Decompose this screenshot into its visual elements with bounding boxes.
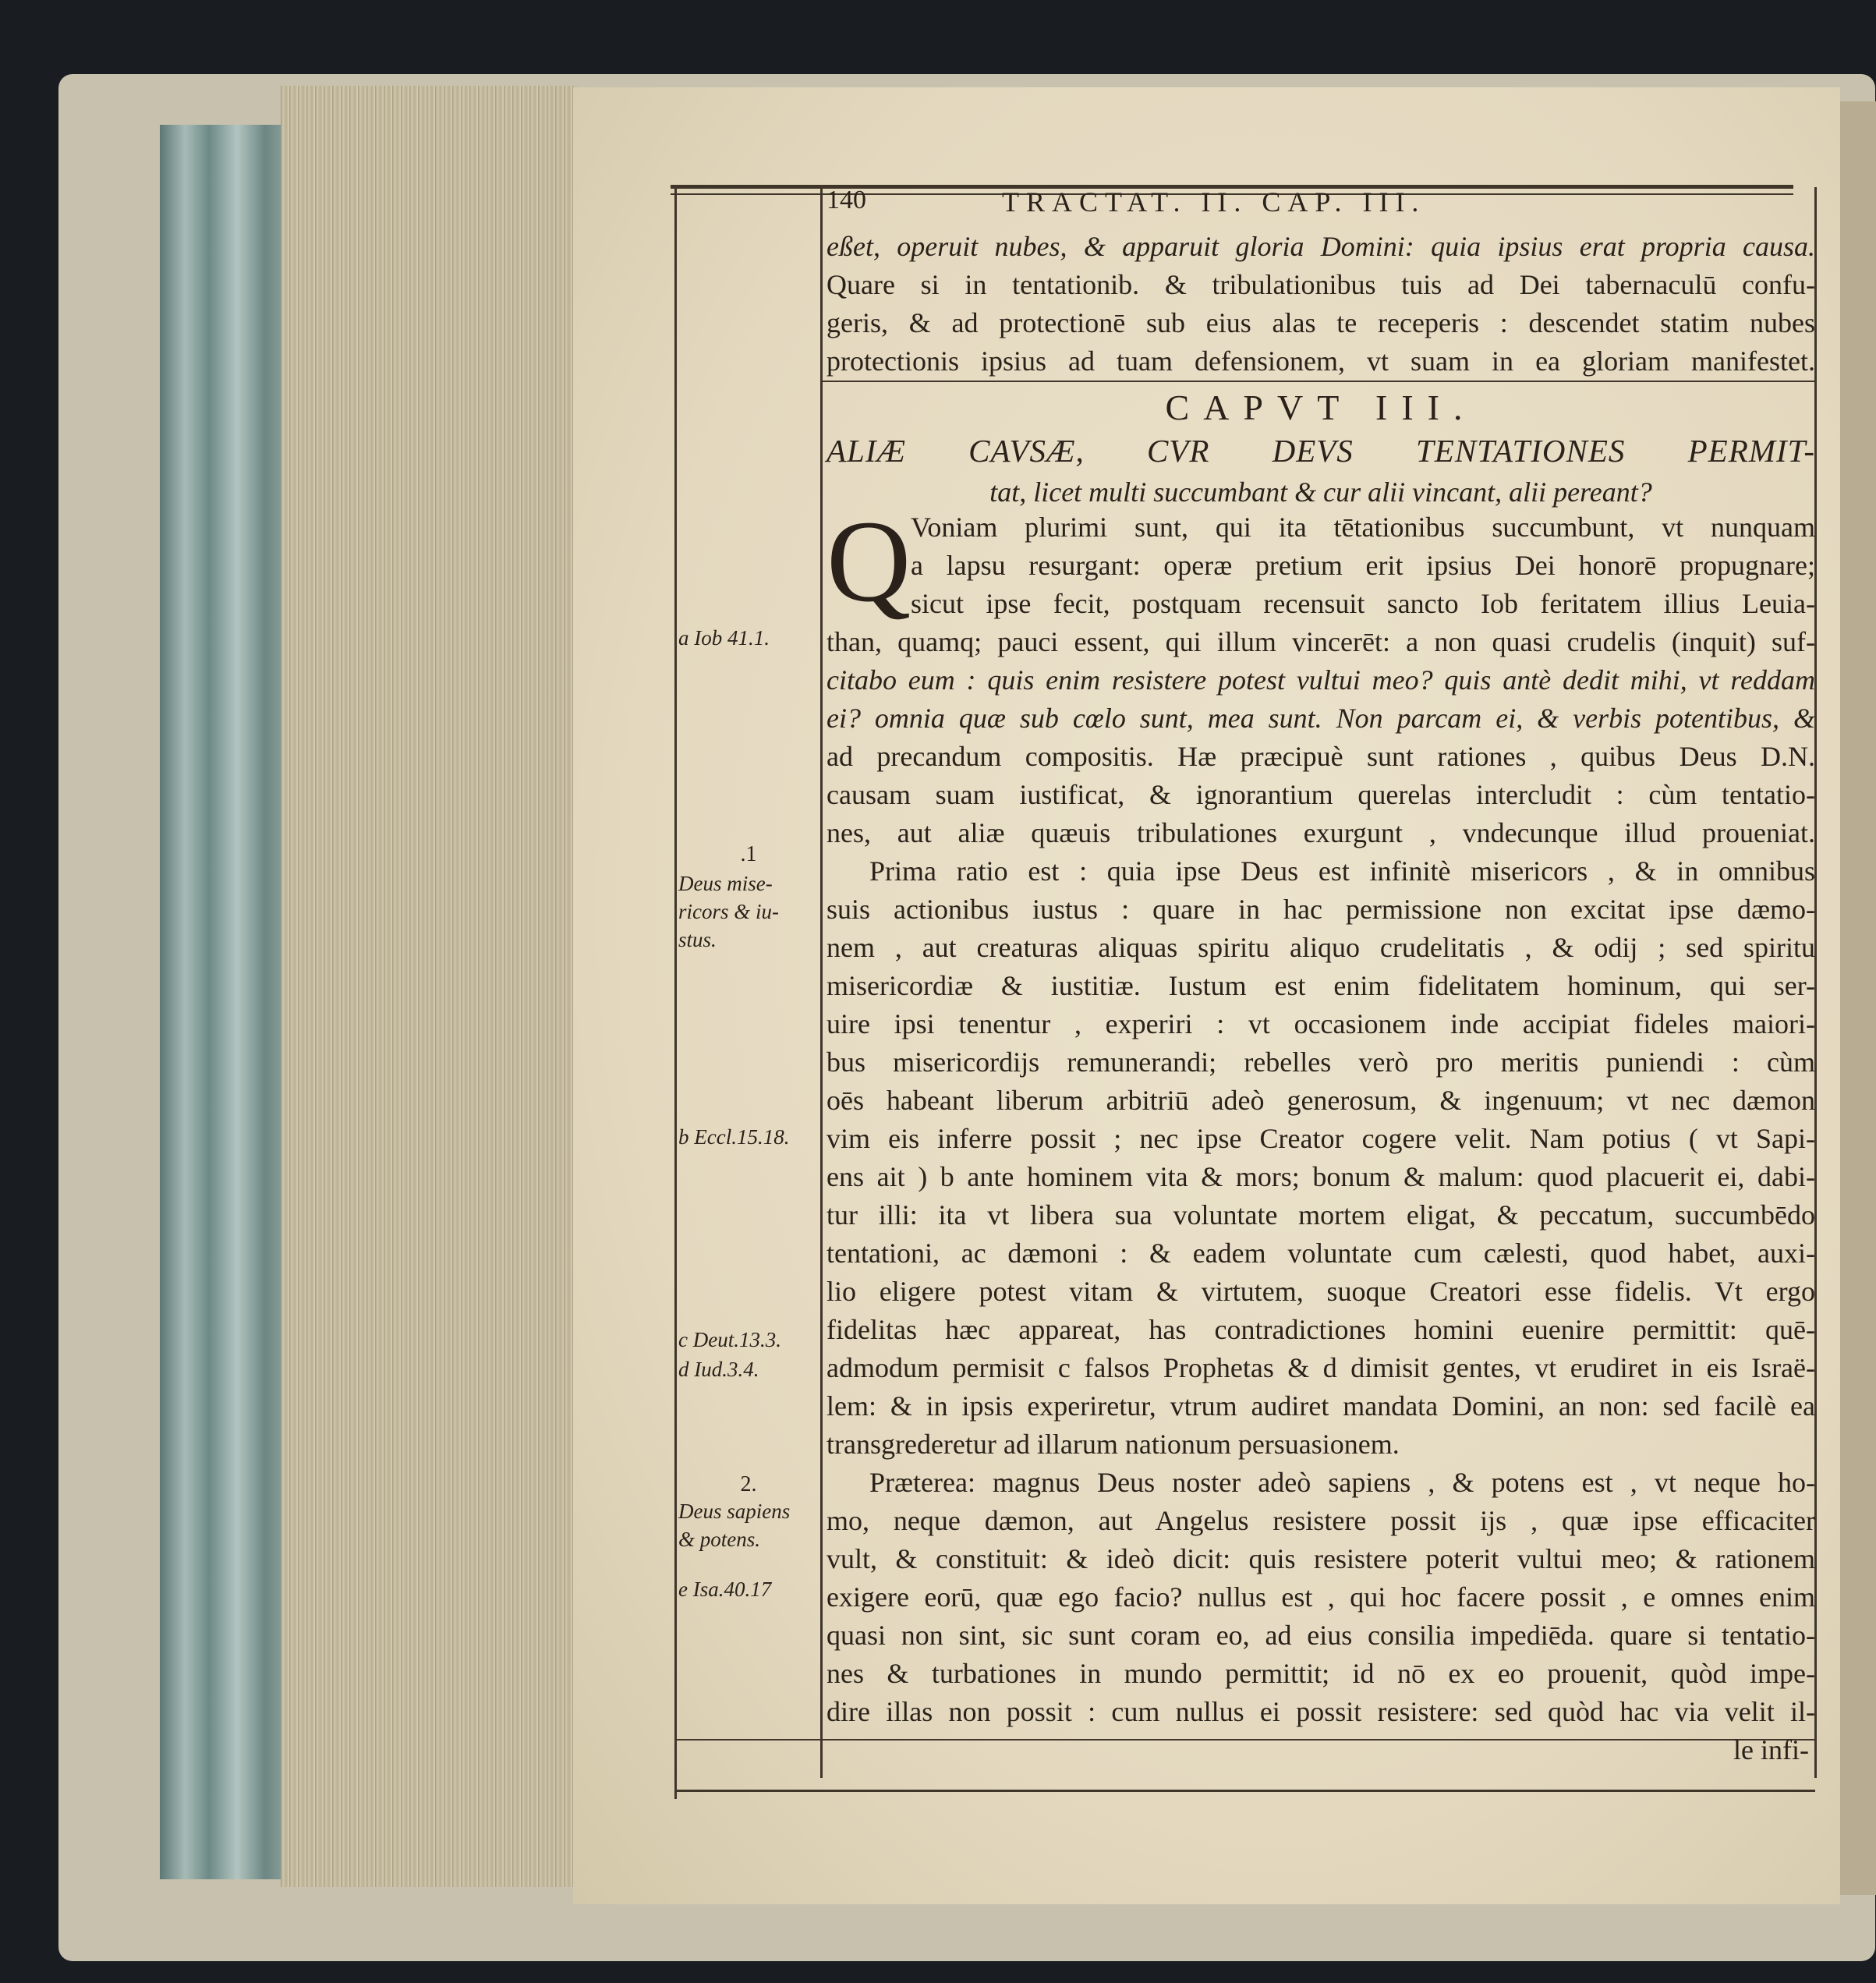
footer-rule (677, 1790, 1815, 1792)
text-line: suis actionibus iustus : quare in hac permissione non excitat ipse dæmo- (827, 894, 1815, 925)
text-line: Prima ratio est : quia ipse Deus est infinitè misericors , & in omnibus (869, 855, 1815, 887)
running-header (827, 186, 1809, 221)
text-line: mo, neque dæmon, aut Angelus resistere possit ijs , quæ ipse efficaciter (827, 1505, 1815, 1536)
text-line: vult, & constituit: & ideò dicit: quis resistere poterit vultui meo; & rationem (827, 1543, 1815, 1574)
text-line: transgrederetur ad illarum nationum persuasionem. (827, 1429, 1400, 1460)
text-line: nes & turbationes in mundo permittit; id nō ex eo prouenit, quòd impe- (827, 1658, 1815, 1689)
margin-column-rule (820, 187, 823, 1778)
text-line: Quare si in tentationib. & tribulationibus tuis ad Dei tabernaculū confu- (827, 269, 1815, 300)
text-line: quasi non sint, sic sunt coram eo, ad eius consilia impediēda. quare si tentatio- (827, 1620, 1815, 1651)
text-line: uire ipsi tenentur , experiri : vt occasionem inde accipiat fideles maiori- (827, 1008, 1815, 1039)
facing-page-edge (1840, 101, 1876, 1895)
margin-number-1: .1 (740, 842, 757, 866)
text-line: Præterea: magnus Deus noster adeò sapiens , & potens est , vt neque ho- (869, 1467, 1815, 1498)
text-line: nes, aut aliæ quæuis tribulationes exurgunt , vndecunque illud proueniat. (827, 817, 1815, 848)
page-edge-block (160, 125, 300, 1879)
text-line: misericordiæ & iustitiæ. Iustum est enim fidelitatem hominum, qui ser- (827, 970, 1815, 1001)
text-line: than, quamq; pauci essent, qui illum vincerēt: a non quasi crudelis (inquit) suf- (827, 626, 1815, 657)
running-title: TRACTAT. II. CAP. III. (1002, 186, 1426, 218)
text-line: ei? omnia quæ sub cœlo sunt, mea sunt. Non parcam ei, & verbis potentibus, & (827, 703, 1815, 734)
chapter-subtitle (827, 429, 1815, 512)
text-line: tur illi: ita vt libera sua voluntate mortem eligat, & peccatum, succumbēdo (827, 1199, 1815, 1231)
text-line: fidelitas hæc appareat, has contradictiones homini euenire permittit: quē- (827, 1314, 1815, 1345)
text-line: tentationi, ac dæmoni : & eadem voluntate cum cælesti, quod habet, auxi- (827, 1238, 1815, 1269)
text-line: citabo eum : quis enim resistere potest vultui meo? quis antè dedit mihi, vt reddam (827, 664, 1815, 696)
margin-note-2: Deus sapiens & potens. (678, 1500, 791, 1551)
catchword: le infi- (1733, 1734, 1809, 1765)
text-line: geris, & ad protectionē sub eius alas te receperis : descendet statim nubes (827, 307, 1815, 338)
margin-ref-b: b Eccl.15.18. (678, 1125, 790, 1149)
text-line: sicut ipse fecit, postquam recensuit sancto Iob feritatem illius Leuia- (911, 588, 1815, 619)
chapter-divider (820, 381, 1817, 382)
subtitle-line-1: ALIÆ CAVSÆ, CVR DEVS TENTATIONES PERMIT- (827, 433, 1815, 469)
text-line: ad precandum compositis. Hæ præcipuè sunt rationes , quibus Deus D.N. (827, 741, 1815, 772)
text-line: exigere eorū, quæ ego facio? nullus est , qui hoc facere possit , e omnes enim (827, 1581, 1815, 1613)
margin-number-2: 2. (740, 1472, 757, 1496)
page-number: 140 (827, 186, 866, 214)
text-line: oēs habeant liberum arbitriū adeò generosum, & ingenuum; vt nec dæmon (827, 1085, 1815, 1116)
chapter-body (827, 497, 1815, 1769)
text-line: a lapsu resurgant: operæ pretium erit ipsius Dei honorē propugnare; (911, 550, 1815, 581)
text-line: vim eis inferre possit ; nec ipse Creator cogere velit. Nam potius ( vt Sapi- (827, 1123, 1815, 1154)
intro-paragraph (827, 228, 1815, 381)
text-line: nem , aut creaturas aliquas spiritu aliquo crudelitatis , & odij ; sed spiritu (827, 932, 1815, 963)
margin-ref-a: a Iob 41.1. (678, 626, 770, 650)
text-line: lio eligere potest vitam & virtutem, suoque Creatori esse fidelis. Vt ergo (827, 1276, 1815, 1307)
margin-note-1: Deus mise-ricors & iu-stus. (678, 872, 780, 951)
text-line: Voniam plurimi sunt, qui ita tētationibus succumbunt, vt nunquam (911, 512, 1815, 543)
text-line: ens ait ) b ante hominem vita & mors; bonum & malum: quod placuerit ei, dabi- (827, 1161, 1815, 1192)
text-line: lem: & in ipsis experiretur, vtrum audiret mandata Domini, an non: sed facilè ea (827, 1390, 1815, 1422)
margin-ref-c: c Deut.13.3. (678, 1328, 781, 1351)
chapter-heading: CAPVT III. (1165, 388, 1477, 427)
drop-cap: Q (827, 497, 911, 626)
margin-ref-e: e Isa.40.17 (678, 1578, 772, 1601)
text-line: admodum permisit c falsos Prophetas & d dimisit gentes, vt erudiret in eis Israë- (827, 1352, 1815, 1383)
text-line: protectionis ipsius ad tuam defensionem, vt suam in ea gloriam manifestet. (827, 345, 1815, 377)
text-line: causam suam iustificat, & ignorantium querelas intercludit : cùm tentatio- (827, 779, 1815, 810)
outer-margin-rule (674, 185, 677, 1799)
text-line: eßet, operuit nubes, & apparuit gloria Domini: quia ipsius erat propria causa. (827, 231, 1815, 262)
text-line: bus misericordijs remunerandi; rebelles verò pro meritis puniendi : cùm (827, 1046, 1815, 1078)
margin-ref-d: d Iud.3.4. (678, 1358, 759, 1381)
subtitle-line-2: tat, licet multi succumbant & cur alii vincant, alii pereant? (989, 476, 1652, 508)
page-stack (281, 86, 577, 1887)
text-line: dire illas non possit : cum nullus ei possit resistere: sed quòd hac via velit il- (827, 1696, 1815, 1727)
